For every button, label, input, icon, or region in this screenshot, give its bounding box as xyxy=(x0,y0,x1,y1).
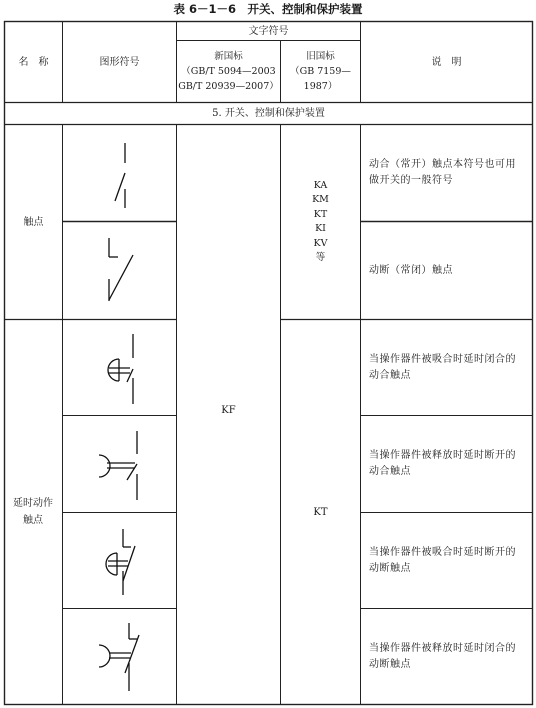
group-name-delayed-contact: 延时动作触点 xyxy=(13,498,53,526)
old-codes-contact: KA KM KT KI KV 等 xyxy=(312,179,329,263)
description-delayed-close-make: 当操作器件被吸合时延时闭合的动合触点 xyxy=(369,353,516,381)
table-caption: 表 6－1－6 开关、控制和保护装置 xyxy=(173,2,363,16)
make-contact-icon xyxy=(63,125,176,221)
header-name: 名 称 xyxy=(18,56,49,68)
group-name-contact: 触点 xyxy=(23,216,44,228)
delayed-open-break-contact-icon xyxy=(63,513,176,608)
delayed-close-break-contact-icon xyxy=(63,609,176,704)
delayed-close-make-contact-icon xyxy=(63,320,176,415)
header-description: 说 明 xyxy=(431,56,462,68)
description-delayed-open-make: 当操作器件被释放时延时断开的动合触点 xyxy=(369,450,516,477)
break-contact-icon xyxy=(63,222,176,319)
description-delayed-open-break: 当操作器件被吸合时延时断开的动断触点 xyxy=(369,546,516,574)
description-make-contact: 动合（常开）触点本符号也可用做开关的一般符号 xyxy=(369,159,516,186)
header-new-standard: 新国标 （GB/T 5094—2003 GB/T 20939—2007） xyxy=(178,51,279,92)
delayed-open-make-contact-icon xyxy=(63,416,176,512)
description-delayed-close-break: 当操作器件被释放时延时闭合的动断触点 xyxy=(369,642,516,670)
description-break-contact: 动断（常闭）触点 xyxy=(369,264,453,276)
header-old-standard: 旧国标 （GB 7159— 1987） xyxy=(290,51,351,92)
new-code: KF xyxy=(221,405,236,416)
old-code-delayed: KT xyxy=(313,506,328,518)
section-title: 5. 开关、控制和保护装置 xyxy=(212,108,325,119)
header-graphic-symbol: 图形符号 xyxy=(99,56,140,68)
header-text-symbol: 文字符号 xyxy=(248,25,289,37)
